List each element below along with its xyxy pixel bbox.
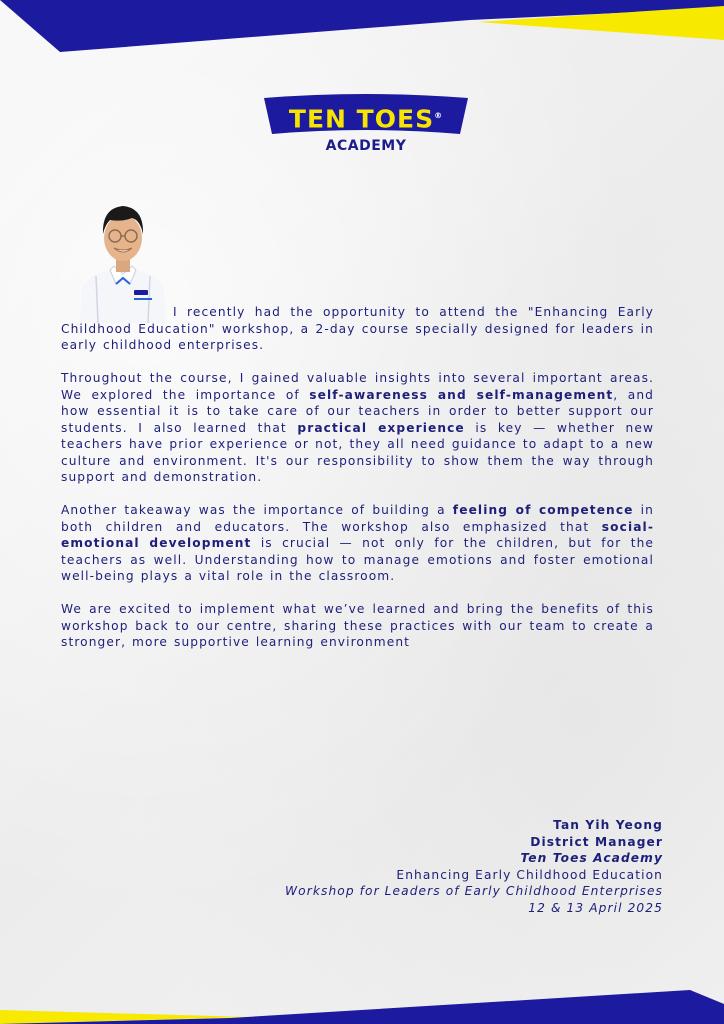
signature-course: Enhancing Early Childhood Education — [396, 867, 663, 882]
signature-course-subtitle: Workshop for Leaders of Early Childhood Enterprises — [285, 884, 663, 899]
top-banner-decoration — [0, 0, 724, 60]
paragraph-intro: I recently had the opportunity to attend the "Enhancing Early Childhood Education" workshop, a 2-day course specially designed for leaders in early childhood enterprises. — [61, 305, 654, 352]
signature-dates: 12 & 13 April 2025 — [528, 900, 663, 915]
signature-name: Tan Yih Yeong — [553, 818, 663, 832]
ten-toes-logo — [260, 94, 472, 160]
article-body — [61, 304, 654, 667]
paragraph-takeaway: Another takeaway was the importance of building a feeling of competence in both children and educators. The workshop also emphasized that social-emotional development is crucial — not only for the children, but for the teachers as well. Understanding how to manage emotions and foster emotional well-being plays a vital role in the classroom. — [61, 503, 655, 583]
signature-role: District Manager — [530, 834, 663, 849]
paragraph-insights: Throughout the course, I gained valuable insights into several important areas. We explored the importance of self-awareness and self-management, and how essential it is to take care of our teachers in order to better support our students. I also learned that practical experience is key — whether new teachers have prior experience or not, they all need guidance to adapt to a new culture and environment. It's our responsibility to show them the way through support and demonstration. — [61, 371, 655, 484]
signature-organization: Ten Toes Academy — [520, 851, 663, 866]
logo-title: TEN TOES® — [288, 104, 444, 134]
signature-block — [285, 817, 663, 917]
logo-subtitle: ACADEMY — [325, 138, 407, 154]
bottom-banner-decoration — [0, 984, 724, 1024]
paragraph-closing: We are excited to implement what we’ve learned and bring the benefits of this workshop back to our centre, sharing these practices with our team to create a stronger, more supportive learning environment — [61, 602, 654, 649]
